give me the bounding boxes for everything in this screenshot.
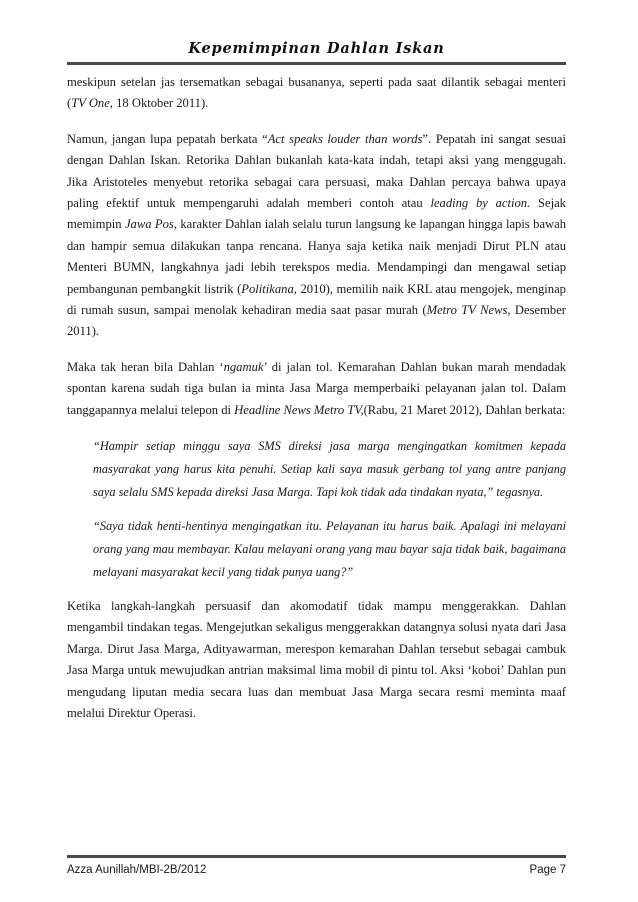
paragraph-3: Maka tak heran bila Dahlan ‘ngamuk’ di jalan tol. Kemarahan Dahlan bukan marah mendadak spontan karena sudah tiga bulan ia minta Jasa Marga memperbaiki pelayanan jalan tol. Dalam tanggapannya melalui telepon di Headline News Metro TV,(Rabu, 21 Maret 2012), Dahlan berkata: <box>67 359 566 417</box>
block-quote-2: “Saya tidak henti-hentinya mengingatkan itu. Pelayanan itu harus baik. Apalagi ini melayani orang yang mau membayar. Kalau melayani orang yang mau bayar saja tidak baik, bagaimana melayani masyarakat kecil yang tidak punya uang?” <box>93 519 566 580</box>
paragraph-2: Namun, jangan lupa pepatah berkata “Act speaks louder than words”. Pepatah ini sangat sesuai dengan Dahlan Iskan. Retorika Dahlan bukanlah kata-kata indah, tetapi aksi yang menggugah. Jika Aristoteles menyebut retorika sebagai cara persuasi, maka Dahlan percaya bahwa upaya paling efektif untuk mempengaruhi adalah memberi contoh atau leading by action. Sejak memimpin Jawa Pos, karakter Dahlan ialah selalu turun langsung ke lapangan hingga lapis bawah dan hampir semua dilakukan tanpa rencana. Hanya saja ketika naik menjadi Dirut PLN atau Menteri BUMN, langkahnya jadi lebih terekspos media. Mendampingi dan mengawal setiap pembangunan pembangkit listrik (Politikana, 2010), memilih naik KRL atau mengojek, menginap di rumah susun, sampai menolak kehadiran media saat pasar murah (Metro TV News, Desember 2011). <box>67 131 567 339</box>
page-number: Page 7 <box>529 864 566 876</box>
page-body <box>67 72 566 738</box>
paragraph-closing: Ketika langkah-langkah persuasif dan akomodatif tidak mampu menggerakkan. Dahlan mengambil tindakan tegas. Mengejutkan sekaligus menggerakkan datangnya solusi nyata dari Jasa Marga. Dirut Jasa Marga, Adityawarman, merespon kemarahan Dahlan tersebut sebagai cambuk Jasa Marga untuk mewujudkan antrian maksimal lima mobil di pintu tol. Aksi ‘koboi’ Dahlan pun mengudang liputan media secara luas dan membuat Jasa Marga secara resmi meminta maaf melalui Direktur Operasi. <box>67 598 566 720</box>
running-header: Kepemimpinan Dahlan Iskan <box>188 40 445 57</box>
footer-author: Azza Aunillah/MBI-2B/2012 <box>67 864 207 876</box>
footer-rule <box>67 855 566 858</box>
header-rule <box>67 62 566 65</box>
block-quote-1: “Hampir setiap minggu saya SMS direksi jasa marga mengingatkan komitmen kepada masyarakat yang harus kita penuhi. Setiap kali saya masuk gerbang tol yang antre panjang saya selalu SMS kepada direksi Jasa Marga. Tapi kok tidak ada tindakan nyata,” tegasnya. <box>93 439 566 499</box>
paragraph-1: meskipun setelan jas tersematkan sebagai busananya, seperti pada saat dilantik sebagai menteri (TV One, 18 Oktober 2011). <box>67 75 566 111</box>
